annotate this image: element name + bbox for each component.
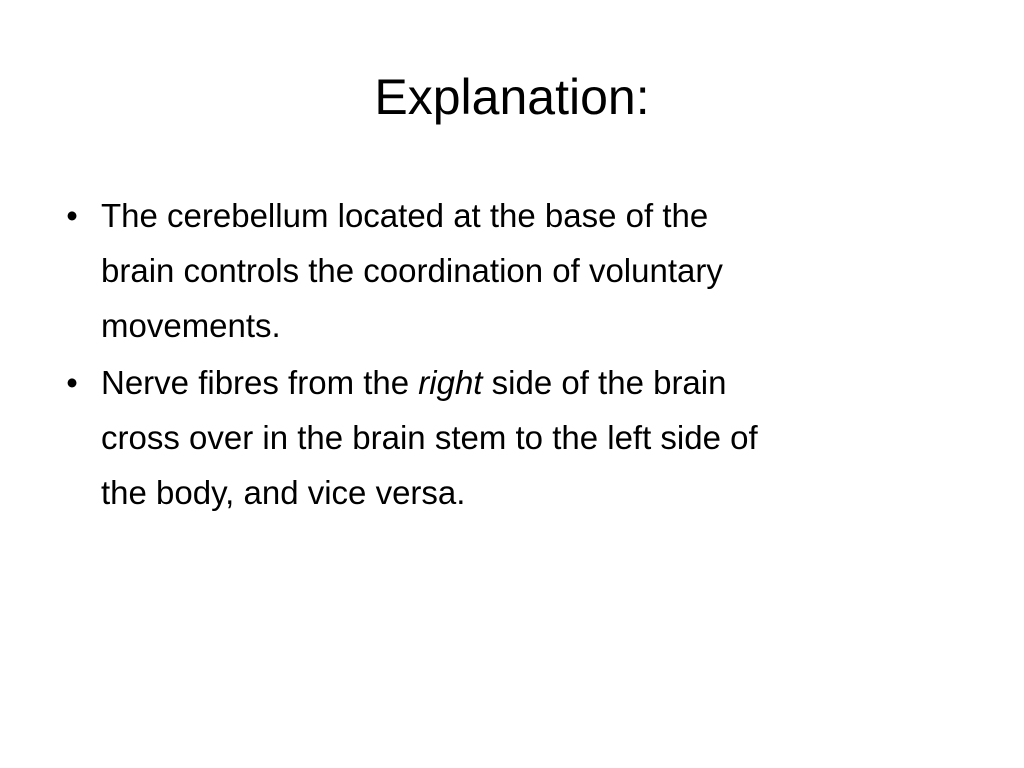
bullet-item-cerebellum (57, 188, 957, 353)
bullet-icon: • (66, 197, 78, 234)
bullet-text-line: brain controls the coordination of voluntary (101, 252, 723, 289)
bullet-text-segment: side of the brain (482, 364, 727, 401)
bullet-text-line: movements. (101, 307, 281, 344)
bullet-text-line: the body, and vice versa. (101, 474, 466, 511)
bullet-text-line: The cerebellum located at the base of the (101, 197, 709, 234)
slide-title: Explanation: (374, 69, 650, 125)
bullet-item-nerve-fibres (57, 355, 957, 520)
bullet-text-line (101, 355, 957, 410)
bullet-list (57, 188, 957, 522)
bullet-icon: • (66, 364, 78, 401)
bullet-text-segment: Nerve fibres from the (101, 364, 419, 401)
bullet-text-line: cross over in the brain stem to the left side of (101, 419, 758, 456)
emphasis-text: right (418, 364, 483, 401)
